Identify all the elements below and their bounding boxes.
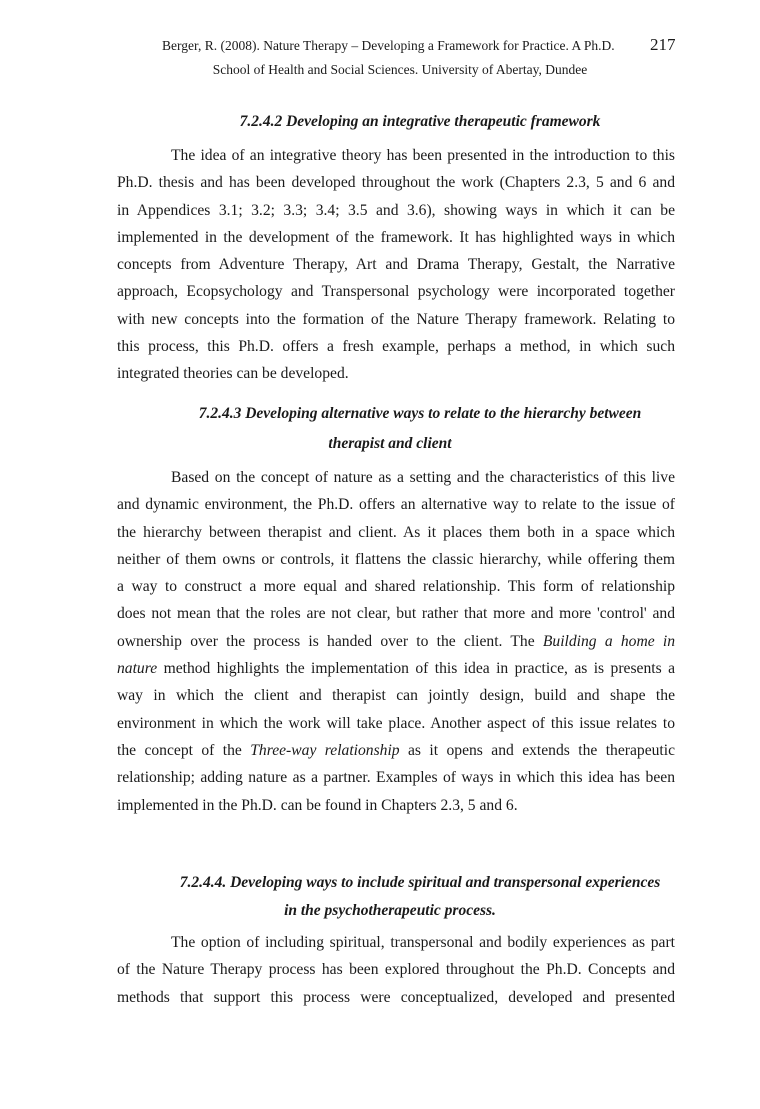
text-line: the hierarchy between therapist and client. As it places them both in a space which <box>117 523 675 541</box>
text-line: implemented in the development of the framework. It has highlighted ways in which <box>117 228 675 246</box>
text-line: the concept of the Three-way relationship as it opens and extends the therapeutic <box>117 741 675 759</box>
text-line: in Appendices 3.1; 3.2; 3.3; 3.4; 3.5 and 3.6), showing ways in which it can be <box>117 201 675 219</box>
text-line: relationship; adding nature as a partner. Examples of ways in which this idea has been <box>117 769 675 787</box>
paragraph-integrative-framework <box>117 142 675 388</box>
text-line: neither of them owns or controls, it flattens the classic hierarchy, while offering them <box>117 550 675 568</box>
text-line: of the Nature Therapy process has been explored throughout the Ph.D. Concepts and <box>117 961 675 979</box>
section-heading-7-2-4-2: 7.2.4.2 Developing an integrative therapeutic framework <box>239 113 601 130</box>
section-heading-7-2-4-3-cont: therapist and client <box>328 435 452 452</box>
text-line: way in which the client and therapist can jointly design, build and shape the <box>117 687 675 705</box>
section-heading-7-2-4-4: 7.2.4.4. Developing ways to include spiritual and transpersonal experiences <box>179 874 661 891</box>
text-line: concepts from Adventure Therapy, Art and Drama Therapy, Gestalt, the Narrative <box>117 256 675 274</box>
text-line: The idea of an integrative theory has been presented in the introduction to this <box>171 147 675 164</box>
text-line: The option of including spiritual, transpersonal and bodily experiences as part <box>171 934 675 951</box>
text-line: with new concepts into the formation of the Nature Therapy framework. Relating to <box>117 310 675 328</box>
text-line: ownership over the process is handed over to the client. The Building a home in <box>117 632 676 650</box>
text-line: environment in which the work will take place. Another aspect of this issue relates to <box>117 714 675 732</box>
running-header-institution: School of Health and Social Sciences. University of Abertay, Dundee <box>212 62 588 77</box>
paragraph-spiritual-experiences <box>117 929 675 1011</box>
text-line: nature method highlights the implementation of this idea in practice, as is presents a <box>117 660 675 678</box>
text-line: implemented in the Ph.D. can be found in Chapters 2.3, 5 and 6. <box>117 796 518 814</box>
paragraph-hierarchy <box>117 464 675 819</box>
text-line: a way to construct a more equal and shared relationship. This form of relationship <box>117 578 675 596</box>
running-header-citation: Berger, R. (2008). Nature Therapy – Developing a Framework for Practice. A Ph.D. <box>162 38 615 53</box>
text-line: this process, this Ph.D. offers a fresh example, perhaps a method, in which such <box>117 338 675 356</box>
text-line: and dynamic environment, the Ph.D. offers an alternative way to relate to the issue of <box>117 496 675 514</box>
section-heading-7-2-4-4-cont: in the psychotherapeutic process. <box>284 902 496 919</box>
text-line: Ph.D. thesis and has been developed throughout the work (Chapters 2.3, 5 and 6 and <box>117 174 675 192</box>
page-number: 217 <box>650 35 676 54</box>
text-line: methods that support this process were conceptualized, developed and presented <box>117 988 675 1006</box>
text-line: approach, Ecopsychology and Transpersonal psychology were incorporated together <box>117 283 675 301</box>
text-line: Based on the concept of nature as a setting and the characteristics of this live <box>171 469 675 486</box>
text-line: does not mean that the roles are not clear, but rather that more and more 'control' and <box>117 605 675 623</box>
text-line: integrated theories can be developed. <box>117 365 349 383</box>
section-heading-7-2-4-3: 7.2.4.3 Developing alternative ways to relate to the hierarchy between <box>198 405 642 422</box>
